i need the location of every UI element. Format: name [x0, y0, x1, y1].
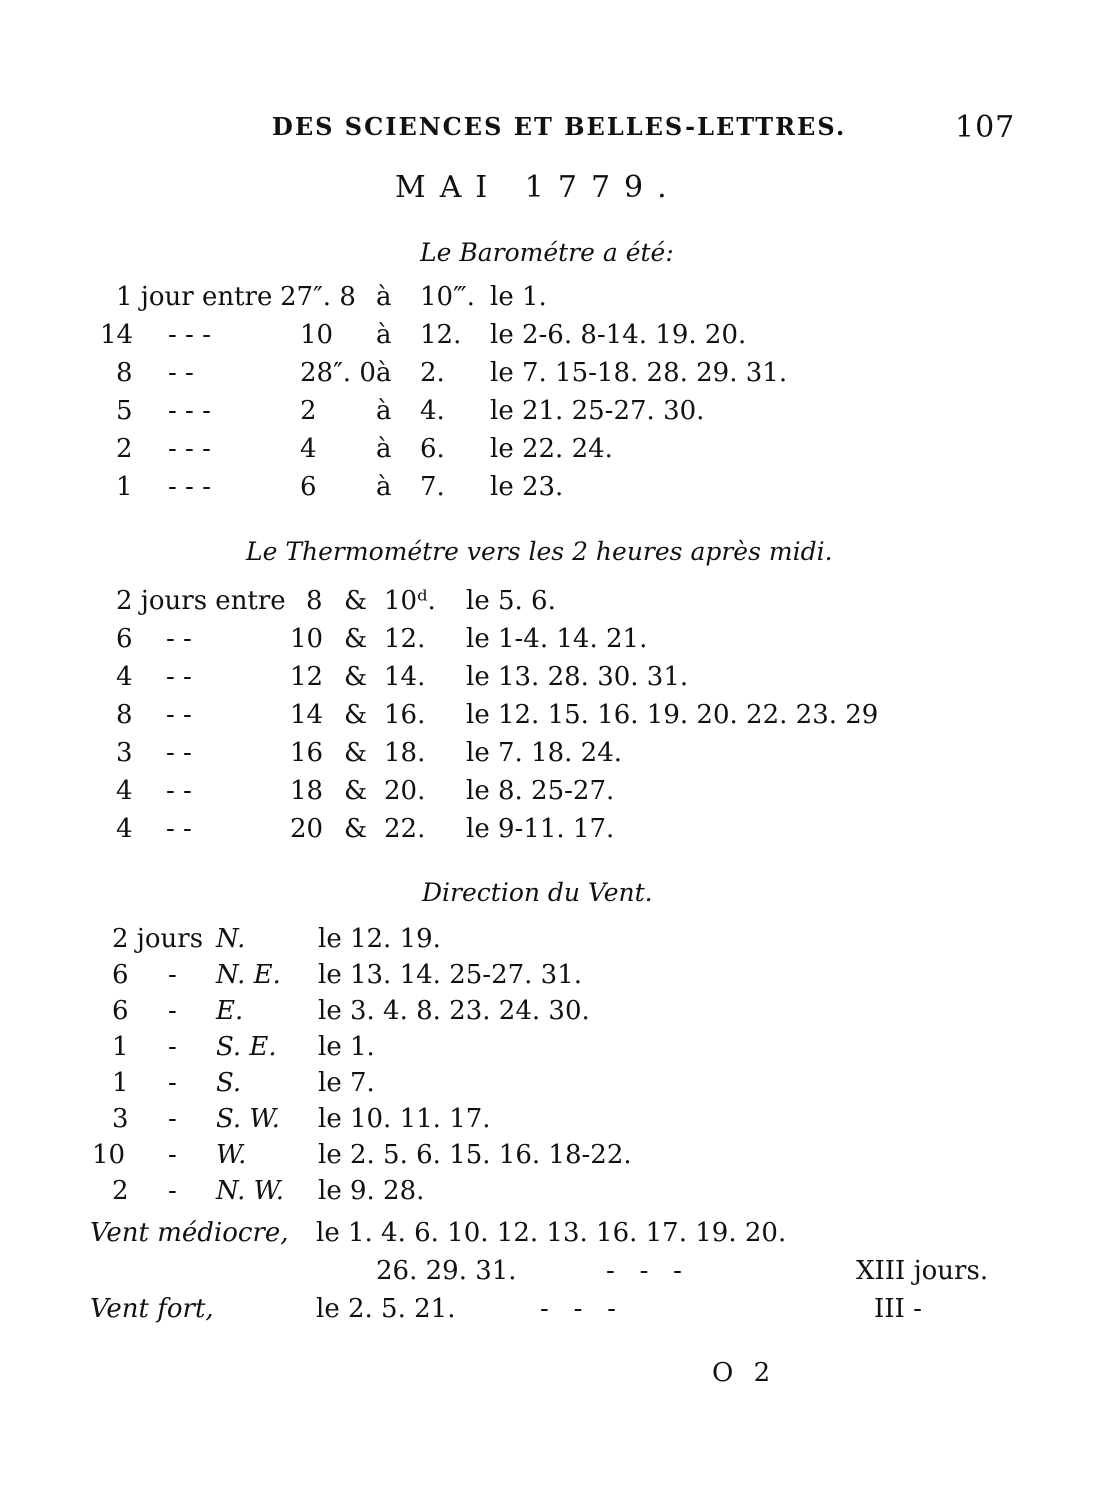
- wind-direction: N. W.: [216, 1176, 285, 1206]
- barometer-row: [0, 358, 1100, 394]
- wind-strong-label: Vent fort,: [90, 1294, 214, 1324]
- wind-dash: -: [168, 1068, 177, 1098]
- barometer-days: le 1.: [490, 282, 547, 312]
- thermometer-row: [0, 662, 1100, 698]
- thermometer-row: [0, 624, 1100, 660]
- wind-days: le 9. 28.: [318, 1176, 425, 1206]
- wind-row: [0, 924, 1100, 960]
- barometer-a: à: [376, 282, 392, 312]
- thermometer-and: &: [344, 700, 368, 730]
- wind-direction: E.: [216, 996, 244, 1026]
- wind-direction: S. E.: [216, 1032, 277, 1062]
- wind-count: 10: [92, 1140, 126, 1170]
- thermometer-and: &: [344, 586, 368, 616]
- wind-dash: -: [168, 1032, 177, 1062]
- wind-days: le 13. 14. 25-27. 31.: [318, 960, 583, 990]
- thermometer-count: 4: [116, 814, 133, 844]
- barometer-dashes: - - -: [168, 472, 211, 502]
- wind-count: 1: [112, 1068, 129, 1098]
- thermometer-to: 20.: [384, 776, 426, 806]
- thermometer-days: le 1-4. 14. 21.: [466, 624, 648, 654]
- barometer-days: le 23.: [490, 472, 564, 502]
- thermometer-count: 8: [116, 700, 133, 730]
- barometer-to: 12.: [420, 320, 462, 350]
- wind-moderate-days-cont: 26. 29. 31.: [376, 1256, 517, 1286]
- page-number: 107: [955, 110, 1016, 145]
- wind-days: le 7.: [318, 1068, 375, 1098]
- thermometer-row: [0, 700, 1100, 736]
- barometer-a: à: [376, 434, 392, 464]
- barometer-count: 5: [116, 396, 133, 426]
- barometer-row: [0, 434, 1100, 470]
- thermometer-days: le 9-11. 17.: [466, 814, 615, 844]
- thermometer-to: 10ᵈ.: [384, 586, 436, 616]
- barometer-count: 8: [116, 358, 133, 388]
- wind-row: [0, 1068, 1100, 1104]
- barometer-a: à: [376, 472, 392, 502]
- barometer-dashes: - - -: [168, 320, 211, 350]
- wind-row: [0, 996, 1100, 1032]
- thermometer-dashes: - -: [166, 700, 192, 730]
- wind-moderate-total: XIII jours.: [856, 1256, 989, 1286]
- wind-row: [0, 1140, 1100, 1176]
- barometer-to: 6.: [420, 434, 445, 464]
- barometer-count: 1: [116, 472, 133, 502]
- wind-strong-days: le 2. 5. 21.: [316, 1294, 456, 1324]
- barometer-row: [0, 472, 1100, 508]
- thermometer-from: 16: [290, 738, 324, 768]
- thermometer-from: 8: [306, 586, 323, 616]
- barometer-from: 4: [300, 434, 317, 464]
- barometer-days: le 7. 15-18. 28. 29. 31.: [490, 358, 788, 388]
- barometer-heading: Le Barométre a été:: [420, 238, 674, 267]
- barometer-to: 10‴.: [420, 282, 475, 312]
- thermometer-days: le 8. 25-27.: [466, 776, 615, 806]
- thermometer-heading: Le Thermométre vers les 2 heures après midi.: [246, 537, 833, 566]
- thermometer-row: [0, 814, 1100, 850]
- wind-row: [0, 1104, 1100, 1140]
- thermometer-from: 10: [290, 624, 324, 654]
- barometer-count: 1 jour entre: [116, 282, 273, 312]
- thermometer-from: 20: [290, 814, 324, 844]
- wind-strong-total: III -: [874, 1294, 922, 1324]
- wind-heading: Direction du Vent.: [422, 878, 653, 907]
- barometer-from: 27″. 8: [280, 282, 356, 312]
- thermometer-to: 18.: [384, 738, 426, 768]
- thermometer-from: 18: [290, 776, 324, 806]
- barometer-to: 7.: [420, 472, 445, 502]
- thermometer-to: 22.: [384, 814, 426, 844]
- wind-days: le 3. 4. 8. 23. 24. 30.: [318, 996, 590, 1026]
- month-title: MAI 1779.: [395, 170, 681, 205]
- barometer-row: [0, 320, 1100, 356]
- wind-strong-dashes: - - -: [540, 1294, 616, 1324]
- thermometer-to: 16.: [384, 700, 426, 730]
- thermometer-and: &: [344, 738, 368, 768]
- barometer-dashes: - - -: [168, 434, 211, 464]
- barometer-days: le 22. 24.: [490, 434, 613, 464]
- wind-direction: S.: [216, 1068, 242, 1098]
- wind-row: [0, 960, 1100, 996]
- thermometer-row: [0, 586, 1100, 622]
- barometer-a: à: [376, 320, 392, 350]
- thermometer-from: 12: [290, 662, 324, 692]
- barometer-a: à: [376, 396, 392, 426]
- thermometer-from: 14: [290, 700, 324, 730]
- wind-days: le 1.: [318, 1032, 375, 1062]
- thermometer-dashes: - -: [166, 738, 192, 768]
- thermometer-days: le 7. 18. 24.: [466, 738, 622, 768]
- thermometer-and: &: [344, 814, 368, 844]
- thermometer-and: &: [344, 776, 368, 806]
- wind-direction: N. E.: [216, 960, 281, 990]
- wind-direction: N.: [216, 924, 246, 954]
- wind-dash: -: [168, 996, 177, 1026]
- wind-count: 1: [112, 1032, 129, 1062]
- wind-days: le 2. 5. 6. 15. 16. 18-22.: [318, 1140, 632, 1170]
- wind-moderate-label: Vent médiocre,: [90, 1218, 289, 1248]
- wind-count: 2 jours: [112, 924, 204, 954]
- wind-direction: W.: [216, 1140, 247, 1170]
- thermometer-dashes: - -: [166, 776, 192, 806]
- barometer-days: le 2-6. 8-14. 19. 20.: [490, 320, 747, 350]
- wind-row: [0, 1032, 1100, 1068]
- barometer-count: 2: [116, 434, 133, 464]
- signature-mark: O 2: [712, 1358, 777, 1388]
- barometer-row: [0, 396, 1100, 432]
- barometer-count: 14: [100, 320, 134, 350]
- wind-count: 6: [112, 996, 129, 1026]
- thermometer-dashes: - -: [166, 662, 192, 692]
- thermometer-and: &: [344, 624, 368, 654]
- thermometer-count: 4: [116, 662, 133, 692]
- barometer-to: 2.: [420, 358, 445, 388]
- thermometer-count: 4: [116, 776, 133, 806]
- thermometer-days: le 13. 28. 30. 31.: [466, 662, 689, 692]
- thermometer-and: &: [344, 662, 368, 692]
- thermometer-count: 6: [116, 624, 133, 654]
- thermometer-dashes: - -: [166, 814, 192, 844]
- running-head: DES SCIENCES ET BELLES-LETTRES.: [272, 112, 847, 141]
- thermometer-count: 3: [116, 738, 133, 768]
- wind-row: [0, 1176, 1100, 1212]
- barometer-row: [0, 282, 1100, 318]
- barometer-from: 2: [300, 396, 317, 426]
- wind-moderate-dashes: - - -: [606, 1256, 682, 1286]
- wind-dash: -: [168, 1140, 177, 1170]
- wind-days: le 10. 11. 17.: [318, 1104, 491, 1134]
- wind-moderate-days: le 1. 4. 6. 10. 12. 13. 16. 17. 19. 20.: [316, 1218, 787, 1248]
- thermometer-to: 14.: [384, 662, 426, 692]
- barometer-days: le 21. 25-27. 30.: [490, 396, 705, 426]
- barometer-a: à: [376, 358, 392, 388]
- thermometer-to: 12.: [384, 624, 426, 654]
- thermometer-count: 2 jours entre: [116, 586, 286, 616]
- barometer-from: 6: [300, 472, 317, 502]
- thermometer-days: le 12. 15. 16. 19. 20. 22. 23. 29: [466, 700, 879, 730]
- barometer-dashes: - -: [168, 358, 194, 388]
- thermometer-dashes: - -: [166, 624, 192, 654]
- wind-dash: -: [168, 960, 177, 990]
- wind-direction: S. W.: [216, 1104, 280, 1134]
- barometer-from: 10: [300, 320, 334, 350]
- wind-count: 3: [112, 1104, 129, 1134]
- thermometer-days: le 5. 6.: [466, 586, 556, 616]
- barometer-from: 28″. 0: [300, 358, 376, 388]
- barometer-dashes: - - -: [168, 396, 211, 426]
- barometer-to: 4.: [420, 396, 445, 426]
- wind-days: le 12. 19.: [318, 924, 441, 954]
- thermometer-row: [0, 738, 1100, 774]
- wind-dash: -: [168, 1104, 177, 1134]
- wind-count: 2: [112, 1176, 129, 1206]
- wind-dash: -: [168, 1176, 177, 1206]
- wind-count: 6: [112, 960, 129, 990]
- thermometer-row: [0, 776, 1100, 812]
